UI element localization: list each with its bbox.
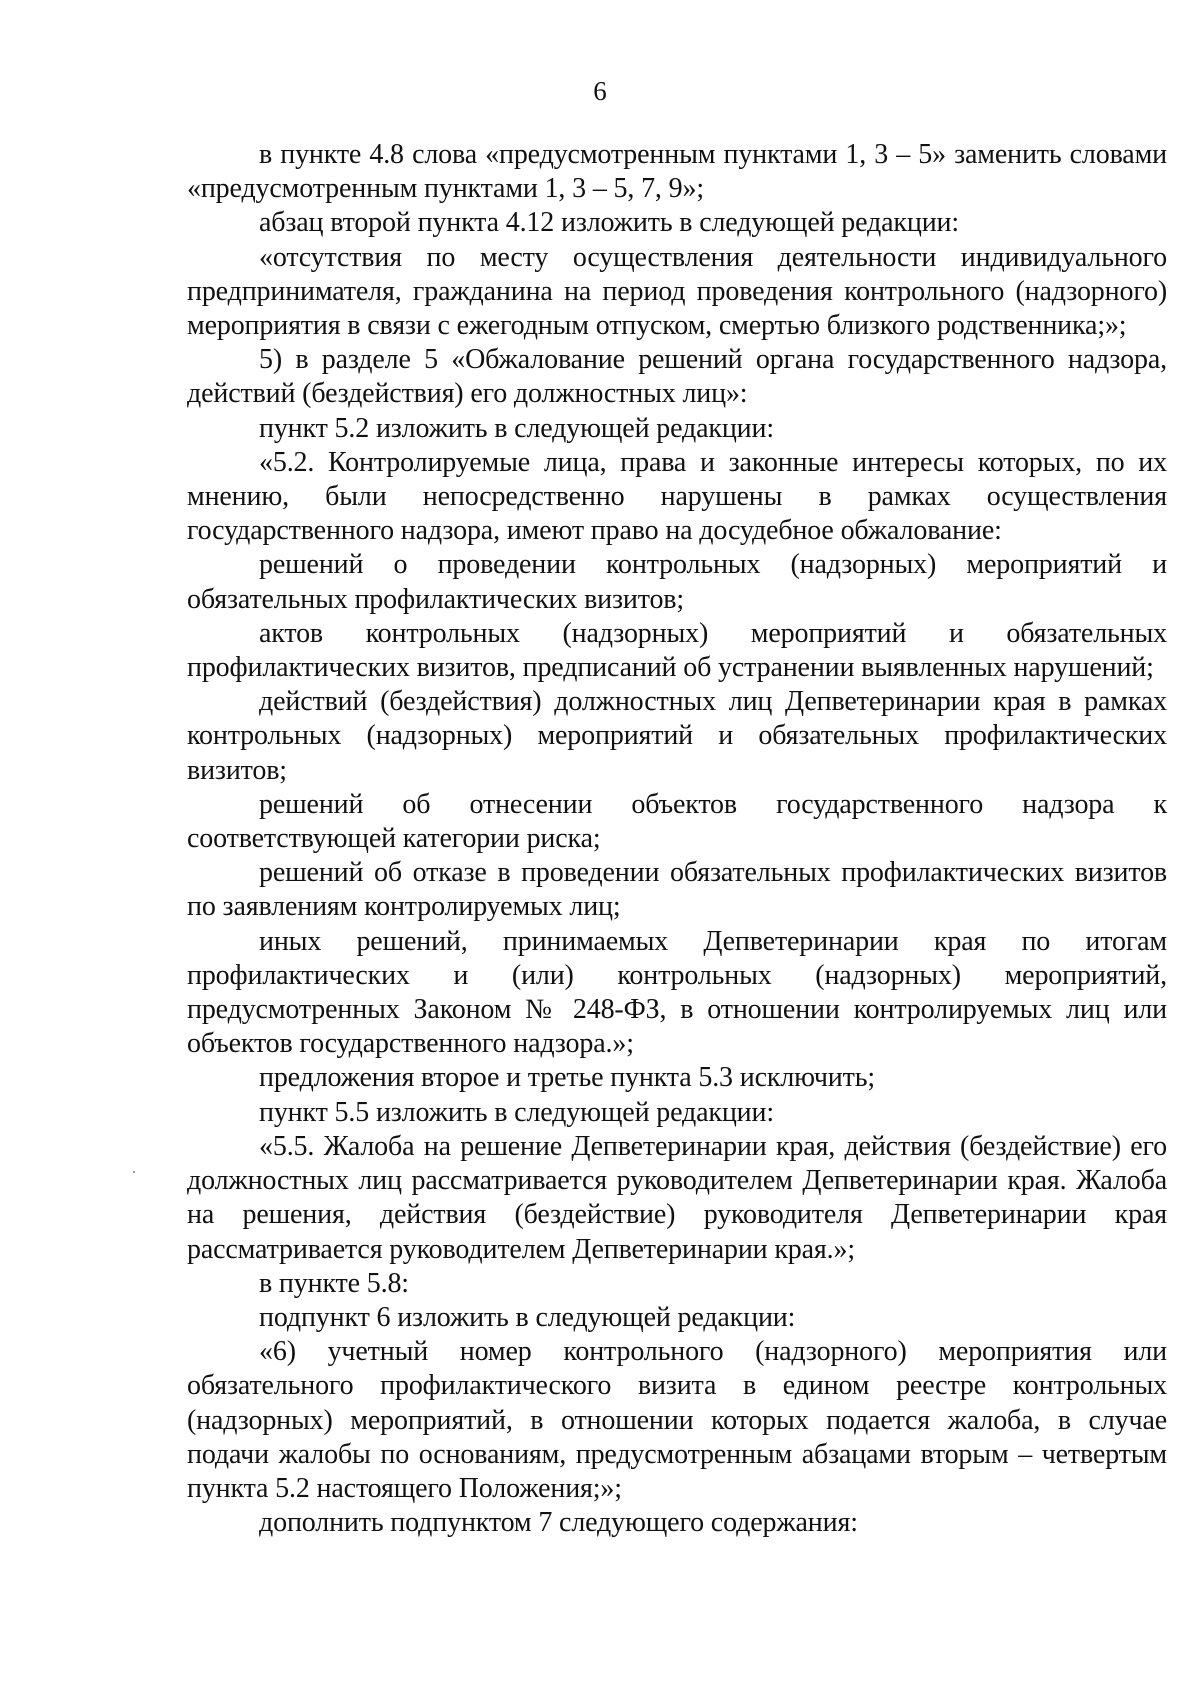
paragraph-item-5-5-text: «5.5. Жалоба на решение Депветеринарии края, действия (бездействие) его должностных лиц рассматривается руководителем Депветеринарии края. Жалоба на решения, действия (бездействие) руководителя Депветеринарии края рассматривается руководителем Депветеринарии края.»;: [187, 1130, 1167, 1265]
page-number: 6: [593, 76, 607, 106]
paragraph-item-5-5-heading: пункт 5.5 изложить в следующей редакции:: [259, 1096, 774, 1128]
scan-speck: [133, 1171, 135, 1173]
paragraph-subitem-6-text: «6) учетный номер контрольного (надзорного) мероприятия или обязательного профилактического визита в едином реестре контрольных (надзорных) мероприятий, в отношении которых подается жалоба, в случае подачи жалобы по основаниям, предусмотренным абзацами вторым – четвертым пункта 5.2 настоящего Положения;»;: [187, 1336, 1167, 1504]
document-body: [187, 138, 1167, 1540]
paragraph-item-5-2-heading: пункт 5.2 изложить в следующей редакции:: [259, 412, 774, 444]
list-item-actions: действий (бездействия) должностных лиц Депветеринарии края в рамках контрольных (надзорных) мероприятий и обязательных профилактических визитов;: [187, 686, 1167, 786]
list-item-refusal: решений об отказе в проведении обязательных профилактических визитов по заявлениям контролируемых лиц;: [187, 857, 1167, 923]
paragraph-section-5-heading: 5) в разделе 5 «Обжалование решений органа государственного надзора, действий (бездействия) его должностных лиц»:: [187, 344, 1167, 410]
paragraph-item-5-8-heading: в пункте 5.8:: [259, 1267, 409, 1299]
paragraph-item-5-2-text: «5.2. Контролируемые лица, права и законные интересы которых, по их мнению, были непосредственно нарушены в рамках осуществления государственного надзора, имеют право на досудебное обжалование:: [187, 446, 1167, 547]
list-item-acts: актов контрольных (надзорных) мероприятий и обязательных профилактических визитов, предписаний об устранении выявленных нарушений;: [187, 617, 1167, 684]
paragraph-item-4-12-text: «отсутствия по месту осуществления деятельности индивидуального предпринимателя, гражданина на период проведения контрольного (надзорного) мероприятия в связи с ежегодным отпуском, смертью близкого родственника;»;: [187, 241, 1167, 342]
paragraph-subitem-7-heading: дополнить подпунктом 7 следующего содержания:: [259, 1507, 858, 1539]
list-item-decisions: решений о проведении контрольных (надзорных) мероприятий и обязательных профилактических визитов;: [187, 549, 1167, 615]
paragraph-item-4-8: в пункте 4.8 слова «предусмотренным пунктами 1, 3 – 5» заменить словами «предусмотренным пунктами 1, 3 – 5, 7, 9»;: [187, 139, 1167, 205]
list-item-other-decisions: иных решений, принимаемых Депветеринарии края по итогам профилактических и (или) контрольных (надзорных) мероприятий, предусмотренных Законом № 248-ФЗ, в отношении контролируемых лиц или объектов государственного надзора.»;: [187, 925, 1167, 1060]
paragraph-item-4-12-heading: абзац второй пункта 4.12 изложить в следующей редакции:: [259, 207, 960, 239]
paragraph-subitem-6-heading: подпункт 6 изложить в следующей редакции:: [259, 1301, 796, 1333]
paragraph-item-5-3: предложения второе и третье пункта 5.3 исключить;: [259, 1062, 875, 1094]
list-item-risk-category: решений об отнесении объектов государственного надзора к соответствующей категории риска;: [187, 788, 1167, 855]
